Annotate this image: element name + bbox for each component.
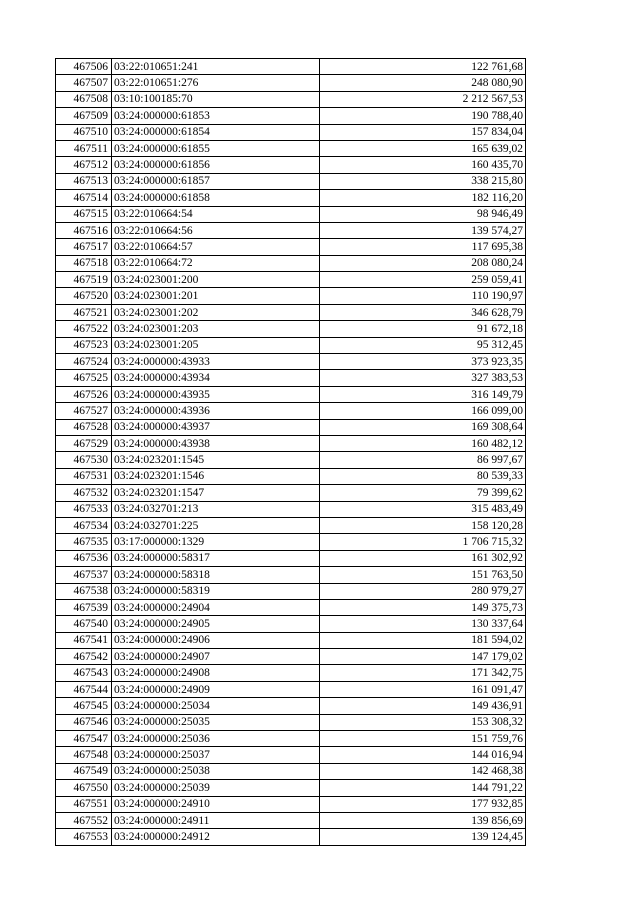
row-id-cell: 467512 <box>56 157 112 173</box>
row-id-cell: 467533 <box>56 501 112 517</box>
amount-cell: 160 435,70 <box>320 157 526 173</box>
table-row <box>56 239 526 255</box>
row-id-cell: 467539 <box>56 599 112 615</box>
table-row <box>56 829 526 845</box>
cadastral-number-cell: 03:22:010651:276 <box>112 75 320 91</box>
amount-cell: 117 695,38 <box>320 239 526 255</box>
row-id-cell: 467522 <box>56 321 112 337</box>
row-id-cell: 467514 <box>56 190 112 206</box>
table-row <box>56 354 526 370</box>
row-id-cell: 467513 <box>56 173 112 189</box>
row-id-cell: 467542 <box>56 649 112 665</box>
cadastral-number-cell: 03:24:000000:43937 <box>112 419 320 435</box>
amount-cell: 139 124,45 <box>320 829 526 845</box>
cadastral-number-cell: 03:24:023001:201 <box>112 288 320 304</box>
amount-cell: 139 574,27 <box>320 222 526 238</box>
amount-cell: 165 639,02 <box>320 140 526 156</box>
cadastral-number-cell: 03:24:000000:61858 <box>112 190 320 206</box>
table-row <box>56 485 526 501</box>
table-row <box>56 108 526 124</box>
cadastral-number-cell: 03:24:000000:43938 <box>112 435 320 451</box>
amount-cell: 259 059,41 <box>320 272 526 288</box>
cadastral-number-cell: 03:24:000000:24905 <box>112 616 320 632</box>
table-row <box>56 665 526 681</box>
cadastral-number-cell: 03:22:010664:57 <box>112 239 320 255</box>
table-row <box>56 681 526 697</box>
amount-cell: 86 997,67 <box>320 452 526 468</box>
table-row <box>56 763 526 779</box>
amount-cell: 2 212 567,53 <box>320 91 526 107</box>
amount-cell: 139 856,69 <box>320 812 526 828</box>
cadastral-number-cell: 03:24:032701:213 <box>112 501 320 517</box>
table-row <box>56 698 526 714</box>
table-row <box>56 812 526 828</box>
table-row <box>56 567 526 583</box>
amount-cell: 177 932,85 <box>320 796 526 812</box>
row-id-cell: 467523 <box>56 337 112 353</box>
amount-cell: 160 482,12 <box>320 435 526 451</box>
cadastral-number-cell: 03:24:000000:24909 <box>112 681 320 697</box>
row-id-cell: 467545 <box>56 698 112 714</box>
cadastral-number-cell: 03:24:023001:202 <box>112 304 320 320</box>
cadastral-number-cell: 03:22:010664:56 <box>112 222 320 238</box>
row-id-cell: 467540 <box>56 616 112 632</box>
cadastral-number-cell: 03:22:010651:241 <box>112 59 320 75</box>
row-id-cell: 467531 <box>56 468 112 484</box>
amount-cell: 190 788,40 <box>320 108 526 124</box>
cadastral-number-cell: 03:24:000000:24907 <box>112 649 320 665</box>
row-id-cell: 467544 <box>56 681 112 697</box>
row-id-cell: 467552 <box>56 812 112 828</box>
cadastral-number-cell: 03:24:023001:200 <box>112 272 320 288</box>
amount-cell: 157 834,04 <box>320 124 526 140</box>
table-row <box>56 796 526 812</box>
amount-cell: 149 436,91 <box>320 698 526 714</box>
cadastral-number-cell: 03:24:000000:58318 <box>112 567 320 583</box>
cadastral-number-cell: 03:24:000000:61856 <box>112 157 320 173</box>
cadastral-number-cell: 03:24:000000:24908 <box>112 665 320 681</box>
table-row <box>56 714 526 730</box>
amount-cell: 80 539,33 <box>320 468 526 484</box>
data-table <box>55 58 526 846</box>
row-id-cell: 467532 <box>56 485 112 501</box>
table-row <box>56 59 526 75</box>
table-row <box>56 780 526 796</box>
row-id-cell: 467541 <box>56 632 112 648</box>
table-row <box>56 91 526 107</box>
row-id-cell: 467517 <box>56 239 112 255</box>
row-id-cell: 467534 <box>56 517 112 533</box>
amount-cell: 316 149,79 <box>320 386 526 402</box>
cadastral-number-cell: 03:24:023001:205 <box>112 337 320 353</box>
amount-cell: 161 091,47 <box>320 681 526 697</box>
amount-cell: 327 383,53 <box>320 370 526 386</box>
table-row <box>56 140 526 156</box>
amount-cell: 147 179,02 <box>320 649 526 665</box>
amount-cell: 248 080,90 <box>320 75 526 91</box>
amount-cell: 98 946,49 <box>320 206 526 222</box>
cadastral-number-cell: 03:24:000000:43935 <box>112 386 320 402</box>
amount-cell: 182 116,20 <box>320 190 526 206</box>
row-id-cell: 467551 <box>56 796 112 812</box>
row-id-cell: 467518 <box>56 255 112 271</box>
cadastral-number-cell: 03:24:023201:1547 <box>112 485 320 501</box>
amount-cell: 171 342,75 <box>320 665 526 681</box>
table-row <box>56 173 526 189</box>
amount-cell: 142 468,38 <box>320 763 526 779</box>
cadastral-number-cell: 03:24:032701:225 <box>112 517 320 533</box>
table-row <box>56 75 526 91</box>
table-row <box>56 255 526 271</box>
cadastral-number-cell: 03:24:000000:25035 <box>112 714 320 730</box>
amount-cell: 1 706 715,32 <box>320 534 526 550</box>
table-row <box>56 190 526 206</box>
table-row <box>56 419 526 435</box>
row-id-cell: 467524 <box>56 354 112 370</box>
cadastral-number-cell: 03:24:000000:24906 <box>112 632 320 648</box>
table-row <box>56 747 526 763</box>
amount-cell: 315 483,49 <box>320 501 526 517</box>
amount-cell: 346 628,79 <box>320 304 526 320</box>
table-row <box>56 534 526 550</box>
table-row <box>56 124 526 140</box>
row-id-cell: 467511 <box>56 140 112 156</box>
amount-cell: 122 761,68 <box>320 59 526 75</box>
table-row <box>56 288 526 304</box>
row-id-cell: 467507 <box>56 75 112 91</box>
row-id-cell: 467549 <box>56 763 112 779</box>
table-row <box>56 632 526 648</box>
table-row <box>56 517 526 533</box>
cadastral-number-cell: 03:22:010664:72 <box>112 255 320 271</box>
table-row <box>56 321 526 337</box>
cadastral-number-cell: 03:24:000000:61857 <box>112 173 320 189</box>
amount-cell: 144 016,94 <box>320 747 526 763</box>
row-id-cell: 467526 <box>56 386 112 402</box>
table-row <box>56 616 526 632</box>
amount-cell: 153 308,32 <box>320 714 526 730</box>
cadastral-number-cell: 03:24:000000:43936 <box>112 403 320 419</box>
row-id-cell: 467519 <box>56 272 112 288</box>
row-id-cell: 467510 <box>56 124 112 140</box>
cadastral-number-cell: 03:24:000000:43933 <box>112 354 320 370</box>
amount-cell: 151 763,50 <box>320 567 526 583</box>
amount-cell: 169 308,64 <box>320 419 526 435</box>
row-id-cell: 467520 <box>56 288 112 304</box>
cadastral-number-cell: 03:24:000000:61855 <box>112 140 320 156</box>
cadastral-number-cell: 03:24:000000:61854 <box>112 124 320 140</box>
amount-cell: 158 120,28 <box>320 517 526 533</box>
amount-cell: 79 399,62 <box>320 485 526 501</box>
cadastral-number-cell: 03:24:000000:24911 <box>112 812 320 828</box>
row-id-cell: 467548 <box>56 747 112 763</box>
data-table-body <box>56 59 526 846</box>
table-row <box>56 731 526 747</box>
row-id-cell: 467535 <box>56 534 112 550</box>
row-id-cell: 467516 <box>56 222 112 238</box>
row-id-cell: 467530 <box>56 452 112 468</box>
row-id-cell: 467553 <box>56 829 112 845</box>
cadastral-number-cell: 03:24:023001:203 <box>112 321 320 337</box>
amount-cell: 338 215,80 <box>320 173 526 189</box>
cadastral-number-cell: 03:24:000000:25039 <box>112 780 320 796</box>
cadastral-number-cell: 03:24:000000:25038 <box>112 763 320 779</box>
table-row <box>56 304 526 320</box>
cadastral-number-cell: 03:24:000000:58317 <box>112 550 320 566</box>
cadastral-number-cell: 03:24:000000:24904 <box>112 599 320 615</box>
amount-cell: 161 302,92 <box>320 550 526 566</box>
cadastral-number-cell: 03:24:023201:1545 <box>112 452 320 468</box>
cadastral-number-cell: 03:24:000000:25037 <box>112 747 320 763</box>
table-row <box>56 206 526 222</box>
amount-cell: 166 099,00 <box>320 403 526 419</box>
table-row <box>56 583 526 599</box>
cadastral-number-cell: 03:24:023201:1546 <box>112 468 320 484</box>
table-row <box>56 272 526 288</box>
row-id-cell: 467546 <box>56 714 112 730</box>
amount-cell: 208 080,24 <box>320 255 526 271</box>
cadastral-number-cell: 03:24:000000:25034 <box>112 698 320 714</box>
row-id-cell: 467527 <box>56 403 112 419</box>
table-row <box>56 337 526 353</box>
table-row <box>56 222 526 238</box>
row-id-cell: 467543 <box>56 665 112 681</box>
row-id-cell: 467521 <box>56 304 112 320</box>
row-id-cell: 467538 <box>56 583 112 599</box>
table-row <box>56 435 526 451</box>
row-id-cell: 467509 <box>56 108 112 124</box>
row-id-cell: 467547 <box>56 731 112 747</box>
amount-cell: 181 594,02 <box>320 632 526 648</box>
row-id-cell: 467506 <box>56 59 112 75</box>
cadastral-number-cell: 03:24:000000:25036 <box>112 731 320 747</box>
amount-cell: 95 312,45 <box>320 337 526 353</box>
cadastral-number-cell: 03:24:000000:24910 <box>112 796 320 812</box>
cadastral-number-cell: 03:10:100185:70 <box>112 91 320 107</box>
row-id-cell: 467550 <box>56 780 112 796</box>
table-row <box>56 157 526 173</box>
amount-cell: 151 759,76 <box>320 731 526 747</box>
cadastral-number-cell: 03:24:000000:24912 <box>112 829 320 845</box>
table-row <box>56 370 526 386</box>
row-id-cell: 467515 <box>56 206 112 222</box>
cadastral-number-cell: 03:24:000000:61853 <box>112 108 320 124</box>
row-id-cell: 467529 <box>56 435 112 451</box>
table-row <box>56 501 526 517</box>
cadastral-number-cell: 03:17:000000:1329 <box>112 534 320 550</box>
amount-cell: 149 375,73 <box>320 599 526 615</box>
table-row <box>56 403 526 419</box>
cadastral-number-cell: 03:22:010664:54 <box>112 206 320 222</box>
table-row <box>56 452 526 468</box>
table-row <box>56 550 526 566</box>
table-row <box>56 649 526 665</box>
amount-cell: 144 791,22 <box>320 780 526 796</box>
amount-cell: 91 672,18 <box>320 321 526 337</box>
cadastral-number-cell: 03:24:000000:58319 <box>112 583 320 599</box>
amount-cell: 280 979,27 <box>320 583 526 599</box>
cadastral-number-cell: 03:24:000000:43934 <box>112 370 320 386</box>
row-id-cell: 467528 <box>56 419 112 435</box>
row-id-cell: 467536 <box>56 550 112 566</box>
table-row <box>56 599 526 615</box>
row-id-cell: 467525 <box>56 370 112 386</box>
amount-cell: 130 337,64 <box>320 616 526 632</box>
amount-cell: 110 190,97 <box>320 288 526 304</box>
amount-cell: 373 923,35 <box>320 354 526 370</box>
row-id-cell: 467537 <box>56 567 112 583</box>
table-row <box>56 468 526 484</box>
row-id-cell: 467508 <box>56 91 112 107</box>
table-row <box>56 386 526 402</box>
